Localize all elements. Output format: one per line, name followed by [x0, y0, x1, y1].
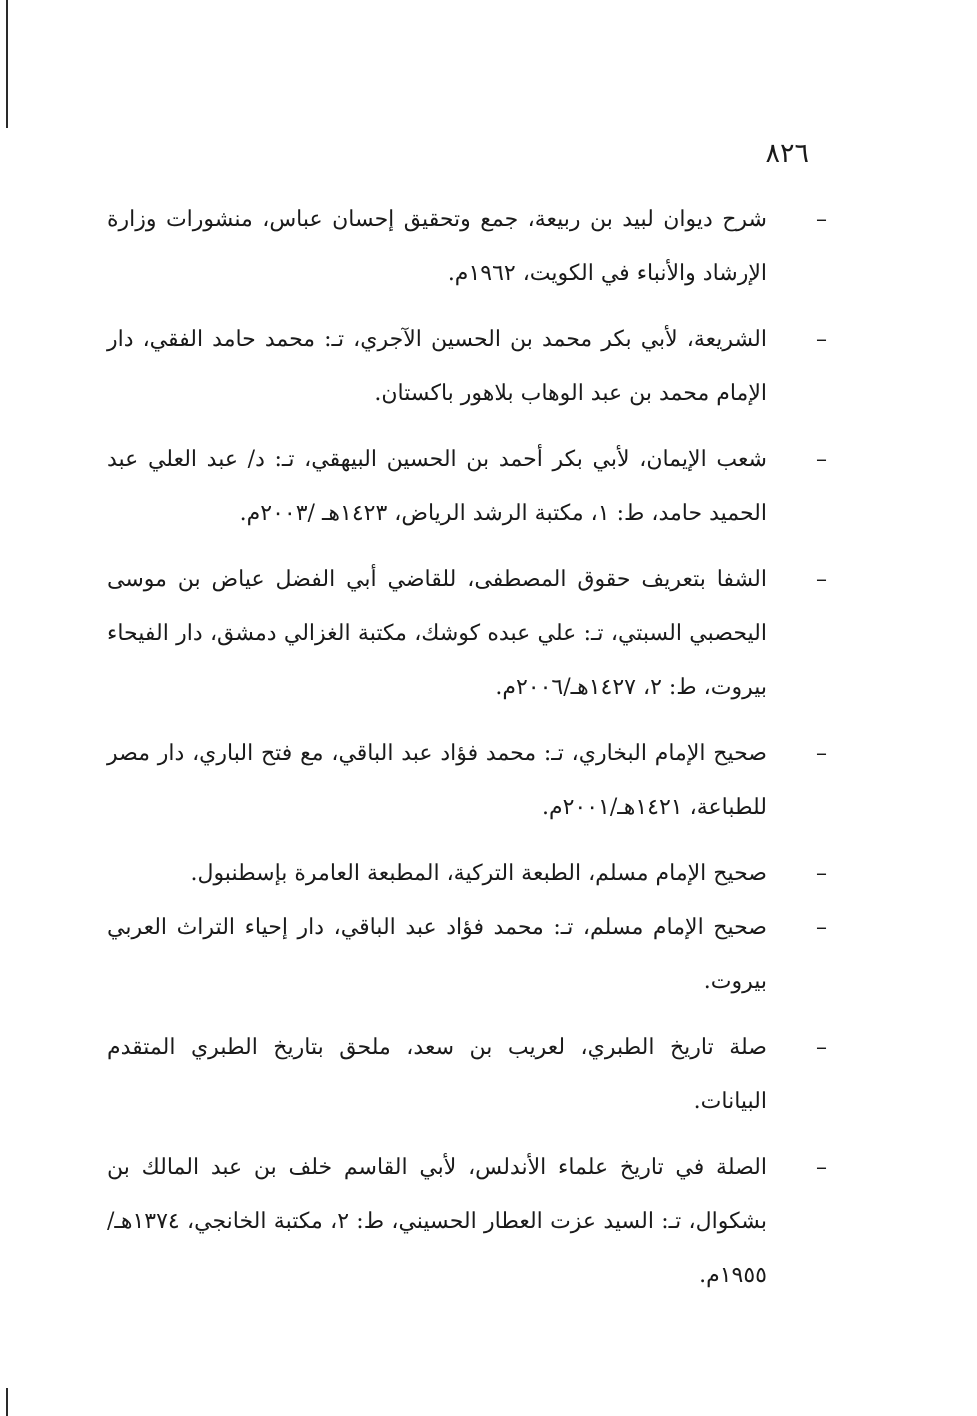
- bibliography-entry: [107, 433, 827, 541]
- entry-dash: –: [816, 567, 827, 592]
- bibliography-entry: [107, 1021, 827, 1129]
- bibliography-list: [107, 193, 827, 1315]
- scan-edge-line: [6, 0, 8, 128]
- entry-text: صحيح الإمام مسلم، تـ: محمد فؤاد عبد الباقي، دار إحياء التراث العربي بيروت.: [107, 915, 767, 994]
- bibliography-entry: [107, 553, 827, 715]
- entry-text: صلة تاريخ الطبري، لعريب بن سعد، ملحق بتاريخ الطبري المتقدم البيانات.: [107, 1035, 767, 1114]
- bibliography-entry: [107, 193, 827, 301]
- entry-dash: –: [816, 915, 827, 940]
- entry-dash: –: [816, 327, 827, 352]
- entry-text: الشريعة، لأبي بكر محمد بن الحسين الآجري، تـ: محمد حامد الفقي، دار الإمام محمد بن عبد الوهاب بلاهور باكستان.: [107, 327, 767, 406]
- entry-dash: –: [816, 1035, 827, 1060]
- bibliography-entry: [107, 727, 827, 835]
- entry-dash: –: [816, 447, 827, 472]
- entry-text: شرح ديوان لبيد بن ربيعة، جمع وتحقيق إحسان عباس، منشورات وزارة الإرشاد والأنباء في الكويت، ١٩٦٢م.: [107, 207, 767, 286]
- entry-text: صحيح الإمام البخاري، تـ: محمد فؤاد عبد الباقي، مع فتح الباري، دار مصر للطباعة، ١٤٢١هـ/٢٠٠١م.: [107, 741, 767, 820]
- entry-text: شعب الإيمان، لأبي بكر أحمد بن الحسين البيهقي، تـ: د/ عبد العلي عبد الحميد حامد، ط: ١، مكتبة الرشد الرياض، ١٤٢٣هـ /٢٠٠٣م.: [107, 447, 767, 526]
- entry-dash: –: [816, 741, 827, 766]
- entry-text: الشفا بتعريف حقوق المصطفى، للقاضي أبي الفضل عياض بن موسى اليحصبي السبتي، تـ: علي عبده كوشك، مكتبة الغزالي دمشق، دار الفيحاء بيروت، ط: ٢، ١٤٢٧هـ/٢٠٠٦م.: [107, 567, 767, 700]
- entry-text: الصلة في تاريخ علماء الأندلس، لأبي القاسم خلف بن عبد المالك بن بشكوال، تـ: السيد عزت العطار الحسيني، ط: ٢، مكتبة الخانجي، ١٣٧٤هـ/١٩٥٥م.: [107, 1155, 767, 1288]
- page-number: ٨٢٦: [765, 138, 809, 169]
- scan-edge-line-bottom: [6, 1388, 8, 1416]
- bibliography-entry: [107, 901, 827, 1009]
- entry-dash: –: [816, 861, 827, 886]
- entry-dash: –: [816, 1155, 827, 1180]
- bibliography-entry: [107, 313, 827, 421]
- bibliography-entry: [107, 847, 827, 901]
- entry-dash: –: [816, 207, 827, 232]
- bibliography-entry: [107, 1141, 827, 1303]
- entry-text: صحيح الإمام مسلم، الطبعة التركية، المطبعة العامرة بإسطنبول.: [190, 861, 767, 886]
